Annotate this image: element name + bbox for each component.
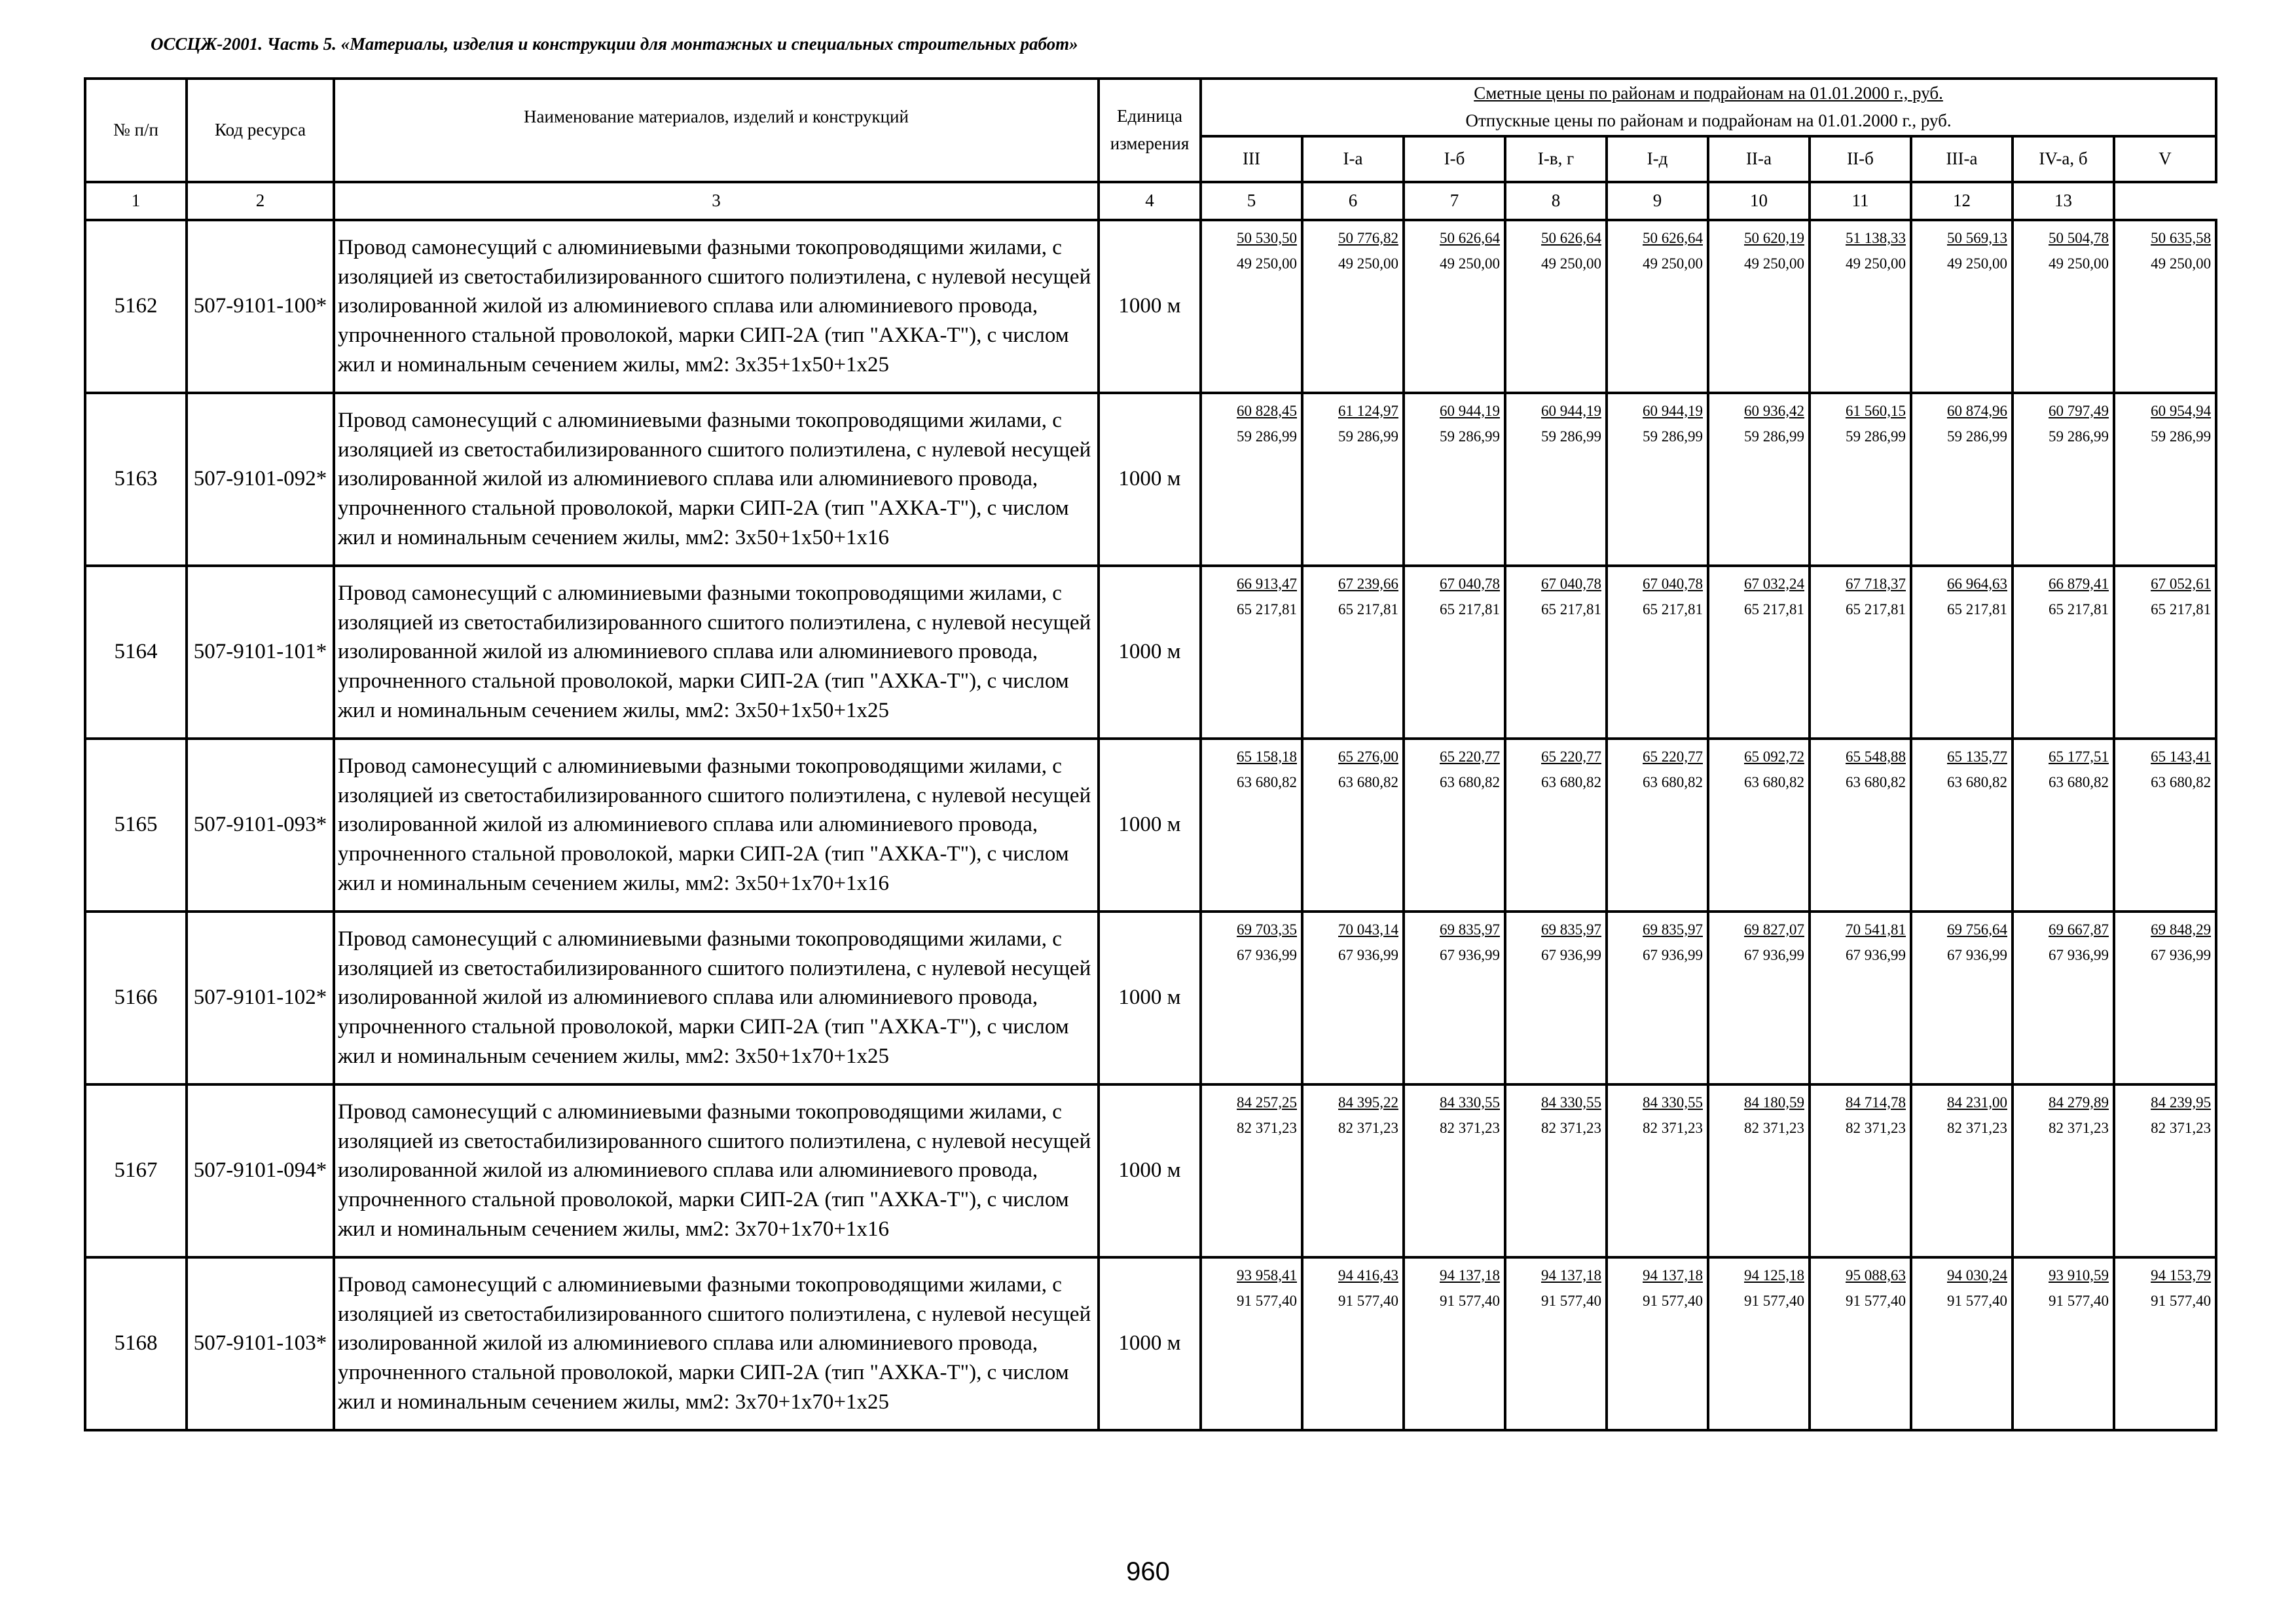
estimate-price: 65 276,00 <box>1338 748 1398 765</box>
release-price: 63 680,82 <box>1744 773 1804 790</box>
estimate-price: 50 626,64 <box>1541 229 1601 246</box>
resource-code: 507-9101-102* <box>187 912 334 1084</box>
release-price: 91 577,40 <box>1846 1292 1906 1309</box>
release-price: 59 286,99 <box>1744 428 1804 445</box>
col-header-code: Код ресурса <box>187 79 334 182</box>
estimate-price: 69 835,97 <box>1541 921 1601 938</box>
release-price: 82 371,23 <box>1541 1119 1601 1136</box>
release-price: 67 936,99 <box>1237 946 1297 963</box>
price-cell <box>2013 220 2114 393</box>
price-cell <box>1505 739 1607 912</box>
release-price: 67 936,99 <box>2151 946 2212 963</box>
estimate-price: 94 030,24 <box>1947 1266 2007 1283</box>
release-price: 65 217,81 <box>1744 600 1804 618</box>
table-row <box>85 566 2216 739</box>
estimate-price: 69 703,35 <box>1237 921 1297 938</box>
price-cell <box>1810 739 1911 912</box>
price-cell <box>1810 566 1911 739</box>
release-price: 67 936,99 <box>1338 946 1398 963</box>
estimate-price: 65 143,41 <box>2151 748 2212 765</box>
price-cell <box>2013 1257 2114 1430</box>
column-number: 6 <box>1302 182 1404 220</box>
material-name: Провод самонесущий с алюминиевыми фазными токопроводящими жилами, с изоляцией из светостабилизированного сшитого полиэтилена, с нулевой несущей изолированной жилой из алюминиевого сплава или алюминиевого провода, упрочненного стальной проволокой, марки СИП-2А (тип "АХКА-Т"), с числом жил и номинальным сечением жилы, мм2: 3х50+1х70+1х16 <box>334 739 1099 912</box>
release-price: 59 286,99 <box>1338 428 1398 445</box>
release-price: 91 577,40 <box>1440 1292 1500 1309</box>
price-cell <box>1708 393 1810 566</box>
estimate-price: 50 620,19 <box>1744 229 1804 246</box>
price-cell <box>1708 1257 1810 1430</box>
resource-code: 507-9101-101* <box>187 566 334 739</box>
release-price: 49 250,00 <box>1846 255 1906 272</box>
release-price: 91 577,40 <box>1947 1292 2007 1309</box>
estimate-price: 51 138,33 <box>1846 229 1906 246</box>
estimate-price: 65 548,88 <box>1846 748 1906 765</box>
estimate-price: 50 635,58 <box>2151 229 2212 246</box>
release-price: 63 680,82 <box>1947 773 2007 790</box>
release-price: 63 680,82 <box>1338 773 1398 790</box>
price-cell <box>2114 220 2216 393</box>
release-price: 82 371,23 <box>1947 1119 2007 1136</box>
release-price: 63 680,82 <box>1643 773 1703 790</box>
release-price: 49 250,00 <box>1237 255 1297 272</box>
release-price: 82 371,23 <box>1643 1119 1703 1136</box>
material-name: Провод самонесущий с алюминиевыми фазными токопроводящими жилами, с изоляцией из светостабилизированного сшитого полиэтилена, с нулевой несущей изолированной жилой из алюминиевого сплава или алюминиевого провода, упрочненного стальной проволокой, марки СИП-2А (тип "АХКА-Т"), с числом жил и номинальным сечением жилы, мм2: 3х70+1х70+1х25 <box>334 1257 1099 1430</box>
document-header: ОССЦЖ-2001. Часть 5. «Материалы, изделия и конструкции для монтажных и специальных строительных работ» <box>151 34 1078 54</box>
estimate-price: 69 848,29 <box>2151 921 2212 938</box>
region-header: V <box>2114 136 2216 182</box>
release-price: 67 936,99 <box>1744 946 1804 963</box>
price-cell <box>1302 739 1404 912</box>
estimate-price: 69 827,07 <box>1744 921 1804 938</box>
price-cell <box>1708 566 1810 739</box>
release-price: 59 286,99 <box>1846 428 1906 445</box>
price-cell <box>1708 739 1810 912</box>
release-price: 59 286,99 <box>1947 428 2007 445</box>
release-price: 63 680,82 <box>2151 773 2212 790</box>
estimate-price: 60 944,19 <box>1440 402 1500 419</box>
estimate-price: 94 137,18 <box>1541 1266 1601 1283</box>
column-number: 3 <box>334 182 1099 220</box>
release-price: 63 680,82 <box>1440 773 1500 790</box>
column-number: 2 <box>187 182 334 220</box>
price-cell <box>2114 393 2216 566</box>
release-price: 63 680,82 <box>1846 773 1906 790</box>
price-cell <box>1810 1257 1911 1430</box>
price-cell <box>1201 1257 1302 1430</box>
estimate-price: 65 220,77 <box>1541 748 1601 765</box>
release-price: 82 371,23 <box>2151 1119 2212 1136</box>
price-cell <box>1201 739 1302 912</box>
row-number: 5167 <box>85 1084 187 1257</box>
release-price: 82 371,23 <box>1338 1119 1398 1136</box>
release-price: 82 371,23 <box>2049 1119 2109 1136</box>
column-number: 10 <box>1708 182 1810 220</box>
price-cell <box>1607 220 1708 393</box>
estimate-price: 67 239,66 <box>1338 575 1398 592</box>
row-number: 5168 <box>85 1257 187 1430</box>
release-price: 65 217,81 <box>2151 600 2212 618</box>
region-header: II-б <box>1810 136 1911 182</box>
estimate-price: 84 330,55 <box>1643 1094 1703 1111</box>
estimate-price: 69 756,64 <box>1947 921 2007 938</box>
price-cell <box>1302 1257 1404 1430</box>
price-cell <box>1201 393 1302 566</box>
column-number: 1 <box>85 182 187 220</box>
estimate-price: 50 530,50 <box>1237 229 1297 246</box>
release-price: 91 577,40 <box>2151 1292 2212 1309</box>
col-header-name: Наименование материалов, изделий и конструкций <box>334 79 1099 182</box>
price-cell <box>2013 393 2114 566</box>
release-price: 65 217,81 <box>2049 600 2109 618</box>
column-number: 9 <box>1607 182 1708 220</box>
price-cell <box>1607 566 1708 739</box>
estimate-price: 66 879,41 <box>2049 575 2109 592</box>
region-header: III <box>1201 136 1302 182</box>
price-cell <box>2013 739 2114 912</box>
resource-code: 507-9101-094* <box>187 1084 334 1257</box>
estimate-price: 50 569,13 <box>1947 229 2007 246</box>
unit-of-measure: 1000 м <box>1099 393 1201 566</box>
estimate-price: 66 913,47 <box>1237 575 1297 592</box>
release-price: 67 936,99 <box>2049 946 2109 963</box>
estimate-price: 93 910,59 <box>2049 1266 2109 1283</box>
price-cell <box>1810 1084 1911 1257</box>
price-cell <box>1404 1257 1505 1430</box>
release-price: 59 286,99 <box>2049 428 2109 445</box>
estimate-price: 61 560,15 <box>1846 402 1906 419</box>
price-cell <box>1505 566 1607 739</box>
row-number: 5166 <box>85 912 187 1084</box>
estimate-price: 94 137,18 <box>1440 1266 1500 1283</box>
estimate-price: 93 958,41 <box>1237 1266 1297 1283</box>
estimate-price: 69 667,87 <box>2049 921 2109 938</box>
release-price: 63 680,82 <box>2049 773 2109 790</box>
estimate-price: 60 874,96 <box>1947 402 2007 419</box>
estimate-price: 67 040,78 <box>1440 575 1500 592</box>
release-price: 49 250,00 <box>1744 255 1804 272</box>
release-price: 91 577,40 <box>1338 1292 1398 1309</box>
price-cell <box>1201 220 1302 393</box>
release-price: 67 936,99 <box>1541 946 1601 963</box>
estimate-price: 50 776,82 <box>1338 229 1398 246</box>
release-price: 82 371,23 <box>1744 1119 1804 1136</box>
release-price: 91 577,40 <box>2049 1292 2109 1309</box>
price-cell <box>1302 220 1404 393</box>
release-price: 82 371,23 <box>1237 1119 1297 1136</box>
estimate-price: 60 954,94 <box>2151 402 2212 419</box>
price-cell <box>1201 566 1302 739</box>
unit-of-measure: 1000 м <box>1099 739 1201 912</box>
price-cell <box>2013 1084 2114 1257</box>
row-number: 5163 <box>85 393 187 566</box>
price-cell <box>1302 1084 1404 1257</box>
release-price: 67 936,99 <box>1643 946 1703 963</box>
price-cell <box>1911 566 2013 739</box>
estimate-price: 60 944,19 <box>1541 402 1601 419</box>
price-cell <box>2114 912 2216 1084</box>
estimate-price: 60 936,42 <box>1744 402 1804 419</box>
price-cell <box>2114 1084 2216 1257</box>
price-cell <box>1810 220 1911 393</box>
resource-code: 507-9101-103* <box>187 1257 334 1430</box>
table-row <box>85 1257 2216 1430</box>
release-price: 49 250,00 <box>1643 255 1703 272</box>
price-cell <box>1404 220 1505 393</box>
price-cell <box>1302 912 1404 1084</box>
unit-of-measure: 1000 м <box>1099 1084 1201 1257</box>
estimate-price: 61 124,97 <box>1338 402 1398 419</box>
release-price: 49 250,00 <box>2049 255 2109 272</box>
estimate-price: 84 257,25 <box>1237 1094 1297 1111</box>
estimate-price: 65 220,77 <box>1440 748 1500 765</box>
price-table <box>84 77 2217 1431</box>
release-price: 65 217,81 <box>1947 600 2007 618</box>
estimate-price: 67 052,61 <box>2151 575 2212 592</box>
estimate-price: 65 177,51 <box>2049 748 2109 765</box>
column-number: 11 <box>1810 182 1911 220</box>
material-name: Провод самонесущий с алюминиевыми фазными токопроводящими жилами, с изоляцией из светостабилизированного сшитого полиэтилена, с нулевой несущей изолированной жилой из алюминиевого сплава или алюминиевого провода, упрочненного стальной проволокой, марки СИП-2А (тип "АХКА-Т"), с числом жил и номинальным сечением жилы, мм2: 3х50+1х50+1х25 <box>334 566 1099 739</box>
release-price: 67 936,99 <box>1947 946 2007 963</box>
unit-of-measure: 1000 м <box>1099 566 1201 739</box>
release-price: 63 680,82 <box>1541 773 1601 790</box>
release-price: 91 577,40 <box>1237 1292 1297 1309</box>
estimate-price: 67 040,78 <box>1541 575 1601 592</box>
price-cell <box>1505 220 1607 393</box>
release-price: 49 250,00 <box>1338 255 1398 272</box>
estimate-price: 70 043,14 <box>1338 921 1398 938</box>
release-price: 91 577,40 <box>1541 1292 1601 1309</box>
material-name: Провод самонесущий с алюминиевыми фазными токопроводящими жилами, с изоляцией из светостабилизированного сшитого полиэтилена, с нулевой несущей изолированной жилой из алюминиевого сплава или алюминиевого провода, упрочненного стальной проволокой, марки СИП-2А (тип "АХКА-Т"), с числом жил и номинальным сечением жилы, мм2: 3х70+1х70+1х16 <box>334 1084 1099 1257</box>
unit-of-measure: 1000 м <box>1099 220 1201 393</box>
estimate-price: 84 330,55 <box>1541 1094 1601 1111</box>
column-number: 13 <box>2013 182 2114 220</box>
release-price: 65 217,81 <box>1846 600 1906 618</box>
estimate-price: 84 231,00 <box>1947 1094 2007 1111</box>
price-cell <box>1810 393 1911 566</box>
region-header: III-а <box>1911 136 2013 182</box>
price-cell <box>1505 1084 1607 1257</box>
price-cell <box>1607 393 1708 566</box>
release-price: 63 680,82 <box>1237 773 1297 790</box>
release-price: 91 577,40 <box>1643 1292 1703 1309</box>
region-header: I-а <box>1302 136 1404 182</box>
unit-of-measure: 1000 м <box>1099 1257 1201 1430</box>
table-row <box>85 912 2216 1084</box>
region-header: I-б <box>1404 136 1505 182</box>
estimate-price: 94 137,18 <box>1643 1266 1703 1283</box>
price-cell <box>1911 1084 2013 1257</box>
price-group-header <box>1201 79 2216 136</box>
price-cell <box>1302 566 1404 739</box>
release-price: 59 286,99 <box>1440 428 1500 445</box>
estimate-price: 60 944,19 <box>1643 402 1703 419</box>
estimate-price: 69 835,97 <box>1440 921 1500 938</box>
release-price: 65 217,81 <box>1237 600 1297 618</box>
release-price: 91 577,40 <box>1744 1292 1804 1309</box>
estimate-price: 50 504,78 <box>2049 229 2109 246</box>
estimate-price: 84 395,22 <box>1338 1094 1398 1111</box>
estimate-price: 69 835,97 <box>1643 921 1703 938</box>
table-row <box>85 393 2216 566</box>
estimate-price: 94 153,79 <box>2151 1266 2212 1283</box>
estimate-price: 67 032,24 <box>1744 575 1804 592</box>
release-price: 82 371,23 <box>1846 1119 1906 1136</box>
release-price: 59 286,99 <box>1237 428 1297 445</box>
region-header: I-д <box>1607 136 1708 182</box>
resource-code: 507-9101-100* <box>187 220 334 393</box>
price-cell <box>2013 566 2114 739</box>
region-header: I-в, г <box>1505 136 1607 182</box>
price-cell <box>2114 1257 2216 1430</box>
estimate-price: 60 828,45 <box>1237 402 1297 419</box>
price-cell <box>1404 566 1505 739</box>
price-cell <box>1404 912 1505 1084</box>
price-cell <box>1201 1084 1302 1257</box>
estimate-price: 84 714,78 <box>1846 1094 1906 1111</box>
column-number: 5 <box>1201 182 1302 220</box>
table-row <box>85 220 2216 393</box>
estimate-prices-title: Сметные цены по районам и подрайонам на 01.01.2000 г., руб. <box>1474 83 1943 103</box>
estimate-price: 65 092,72 <box>1744 748 1804 765</box>
price-cell <box>1911 912 2013 1084</box>
price-cell <box>1810 912 1911 1084</box>
price-cell <box>1505 1257 1607 1430</box>
price-cell <box>1607 1257 1708 1430</box>
release-price: 59 286,99 <box>1643 428 1703 445</box>
column-number: 12 <box>1911 182 2013 220</box>
column-number: 8 <box>1505 182 1607 220</box>
estimate-price: 67 040,78 <box>1643 575 1703 592</box>
table-row <box>85 1084 2216 1257</box>
material-name: Провод самонесущий с алюминиевыми фазными токопроводящими жилами, с изоляцией из светостабилизированного сшитого полиэтилена, с нулевой несущей изолированной жилой из алюминиевого сплава или алюминиевого провода, упрочненного стальной проволокой, марки СИП-2А (тип "АХКА-Т"), с числом жил и номинальным сечением жилы, мм2: 3х50+1х50+1х16 <box>334 393 1099 566</box>
row-number: 5165 <box>85 739 187 912</box>
release-price: 65 217,81 <box>1643 600 1703 618</box>
table-row <box>85 739 2216 912</box>
release-price: 59 286,99 <box>2151 428 2212 445</box>
price-cell <box>1607 912 1708 1084</box>
release-prices-title: Отпускные цены по районам и подрайонам на 01.01.2000 г., руб. <box>1465 110 1952 130</box>
price-cell <box>1404 393 1505 566</box>
price-cell <box>1708 220 1810 393</box>
estimate-price: 84 239,95 <box>2151 1094 2212 1111</box>
price-cell <box>1505 393 1607 566</box>
estimate-price: 94 125,18 <box>1744 1266 1804 1283</box>
price-cell <box>1201 912 1302 1084</box>
price-cell <box>1911 739 2013 912</box>
estimate-price: 50 626,64 <box>1440 229 1500 246</box>
release-price: 49 250,00 <box>1440 255 1500 272</box>
estimate-price: 95 088,63 <box>1846 1266 1906 1283</box>
release-price: 49 250,00 <box>2151 255 2212 272</box>
price-cell <box>1607 739 1708 912</box>
estimate-price: 94 416,43 <box>1338 1266 1398 1283</box>
price-cell <box>1911 220 2013 393</box>
estimate-price: 84 279,89 <box>2049 1094 2109 1111</box>
row-number: 5162 <box>85 220 187 393</box>
estimate-price: 65 135,77 <box>1947 748 2007 765</box>
col-header-no: № п/п <box>85 79 187 182</box>
price-cell <box>1607 1084 1708 1257</box>
material-name: Провод самонесущий с алюминиевыми фазными токопроводящими жилами, с изоляцией из светостабилизированного сшитого полиэтилена, с нулевой несущей изолированной жилой из алюминиевого сплава или алюминиевого провода, упрочненного стальной проволокой, марки СИП-2А (тип "АХКА-Т"), с числом жил и номинальным сечением жилы, мм2: 3х35+1х50+1х25 <box>334 220 1099 393</box>
price-cell <box>1505 912 1607 1084</box>
unit-of-measure: 1000 м <box>1099 912 1201 1084</box>
release-price: 65 217,81 <box>1541 600 1601 618</box>
release-price: 67 936,99 <box>1440 946 1500 963</box>
price-cell <box>2114 566 2216 739</box>
col-header-unit: Единица измерения <box>1099 79 1201 182</box>
price-cell <box>1708 1084 1810 1257</box>
resource-code: 507-9101-093* <box>187 739 334 912</box>
release-price: 49 250,00 <box>1947 255 2007 272</box>
estimate-price: 65 220,77 <box>1643 748 1703 765</box>
price-cell <box>1404 739 1505 912</box>
estimate-price: 70 541,81 <box>1846 921 1906 938</box>
column-number: 7 <box>1404 182 1505 220</box>
price-cell <box>1911 393 2013 566</box>
price-cell <box>2013 912 2114 1084</box>
region-header: II-а <box>1708 136 1810 182</box>
price-cell <box>1708 912 1810 1084</box>
estimate-price: 65 158,18 <box>1237 748 1297 765</box>
estimate-price: 60 797,49 <box>2049 402 2109 419</box>
price-cell <box>1404 1084 1505 1257</box>
estimate-price: 84 180,59 <box>1744 1094 1804 1111</box>
estimate-price: 67 718,37 <box>1846 575 1906 592</box>
resource-code: 507-9101-092* <box>187 393 334 566</box>
release-price: 49 250,00 <box>1541 255 1601 272</box>
release-price: 67 936,99 <box>1846 946 1906 963</box>
price-cell <box>1911 1257 2013 1430</box>
release-price: 82 371,23 <box>1440 1119 1500 1136</box>
release-price: 59 286,99 <box>1541 428 1601 445</box>
estimate-price: 50 626,64 <box>1643 229 1703 246</box>
estimate-price: 84 330,55 <box>1440 1094 1500 1111</box>
region-header: IV-а, б <box>2013 136 2114 182</box>
material-name: Провод самонесущий с алюминиевыми фазными токопроводящими жилами, с изоляцией из светостабилизированного сшитого полиэтилена, с нулевой несущей изолированной жилой из алюминиевого сплава или алюминиевого провода, упрочненного стальной проволокой, марки СИП-2А (тип "АХКА-Т"), с числом жил и номинальным сечением жилы, мм2: 3х50+1х70+1х25 <box>334 912 1099 1084</box>
price-cell <box>1302 393 1404 566</box>
column-number: 4 <box>1099 182 1201 220</box>
release-price: 65 217,81 <box>1440 600 1500 618</box>
price-cell <box>2114 739 2216 912</box>
page-number: 960 <box>1126 1557 1170 1586</box>
estimate-price: 66 964,63 <box>1947 575 2007 592</box>
row-number: 5164 <box>85 566 187 739</box>
release-price: 65 217,81 <box>1338 600 1398 618</box>
